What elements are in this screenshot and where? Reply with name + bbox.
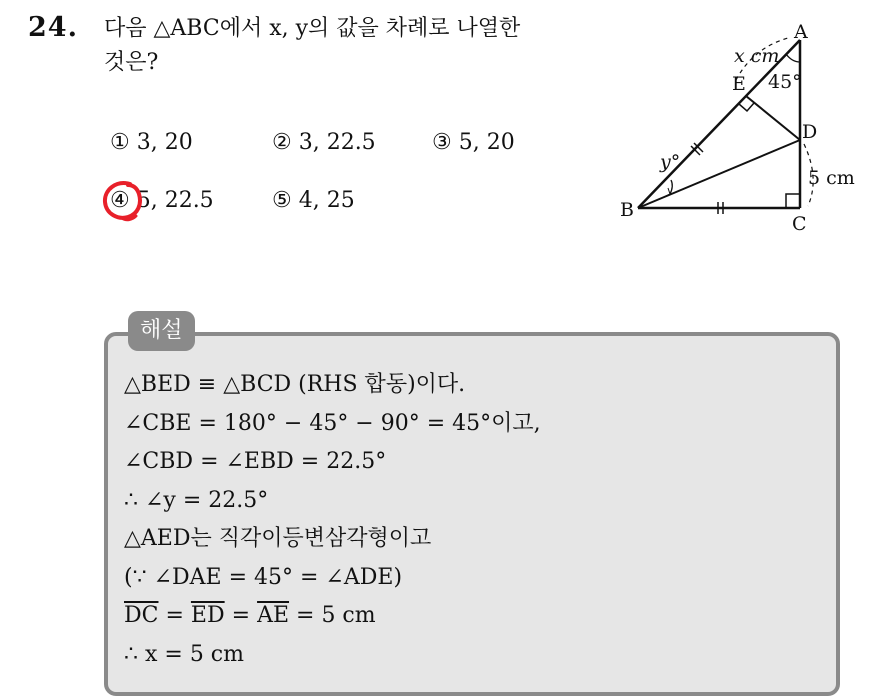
choice-3[interactable]: ③ 5, 20 bbox=[432, 130, 515, 155]
right-angle-c bbox=[786, 194, 800, 208]
point-label-c: C bbox=[792, 213, 807, 235]
point-label-b: B bbox=[620, 199, 634, 221]
label-y-angle: y° bbox=[660, 151, 681, 173]
solution-line-2: ∠CBE = 180° − 45° − 90° = 45°이고, bbox=[124, 410, 541, 436]
label-x-cm: x cm bbox=[734, 45, 780, 67]
segment-dc: $\overline{DC}$ bbox=[124, 603, 159, 628]
answer-circle-mark bbox=[100, 178, 146, 224]
segment-ae: $\overline{AE}$ bbox=[257, 603, 290, 628]
question-text bbox=[104, 12, 604, 80]
segment-ed bbox=[746, 96, 800, 140]
equals-sign-2: = bbox=[231, 603, 251, 628]
question-number: 24. bbox=[28, 12, 78, 43]
solution-line-3: ∠CBD = ∠EBD = 22.5° bbox=[124, 449, 387, 474]
solution-line-5: △AED는 직각이등변삼각형이고 bbox=[124, 526, 432, 551]
right-angle-e bbox=[739, 103, 754, 111]
question-text-line-1: 다음 △ABC에서 x, y의 값을 차례로 나열한 bbox=[104, 16, 521, 41]
solution-line-6: (∵ ∠DAE = 45° = ∠ADE) bbox=[124, 564, 403, 590]
segment-value: = 5 cm bbox=[296, 603, 376, 628]
choice-1[interactable]: ① 3, 20 bbox=[110, 130, 193, 155]
solution-line-1: △BED ≡ △BCD (RHS 합동)이다. bbox=[124, 372, 466, 397]
segment-ed: $\overline{ED}$ bbox=[190, 603, 225, 628]
solution-line-4: ∴ ∠y = 22.5° bbox=[124, 487, 269, 513]
choice-2[interactable]: ② 3, 22.5 bbox=[272, 130, 376, 155]
equals-sign-1: = bbox=[165, 603, 184, 628]
label-angle-45: 45° bbox=[768, 71, 802, 93]
question-text-line-2: 것은? bbox=[104, 50, 159, 75]
solution-line-8: ∴ x = 5 cm bbox=[124, 641, 244, 667]
solution-lines bbox=[124, 366, 824, 674]
point-label-e: E bbox=[732, 73, 746, 95]
point-label-a: A bbox=[794, 21, 808, 43]
point-label-d: D bbox=[802, 121, 818, 143]
solution-tag: 해설 bbox=[128, 311, 195, 351]
triangle-figure bbox=[608, 18, 870, 240]
label-dc-length: 5 cm bbox=[808, 167, 855, 189]
solution-line-7 bbox=[124, 597, 824, 636]
choice-4[interactable]: ④ 5, 22.5 bbox=[110, 188, 214, 213]
choice-5[interactable]: ⑤ 4, 25 bbox=[272, 188, 355, 213]
